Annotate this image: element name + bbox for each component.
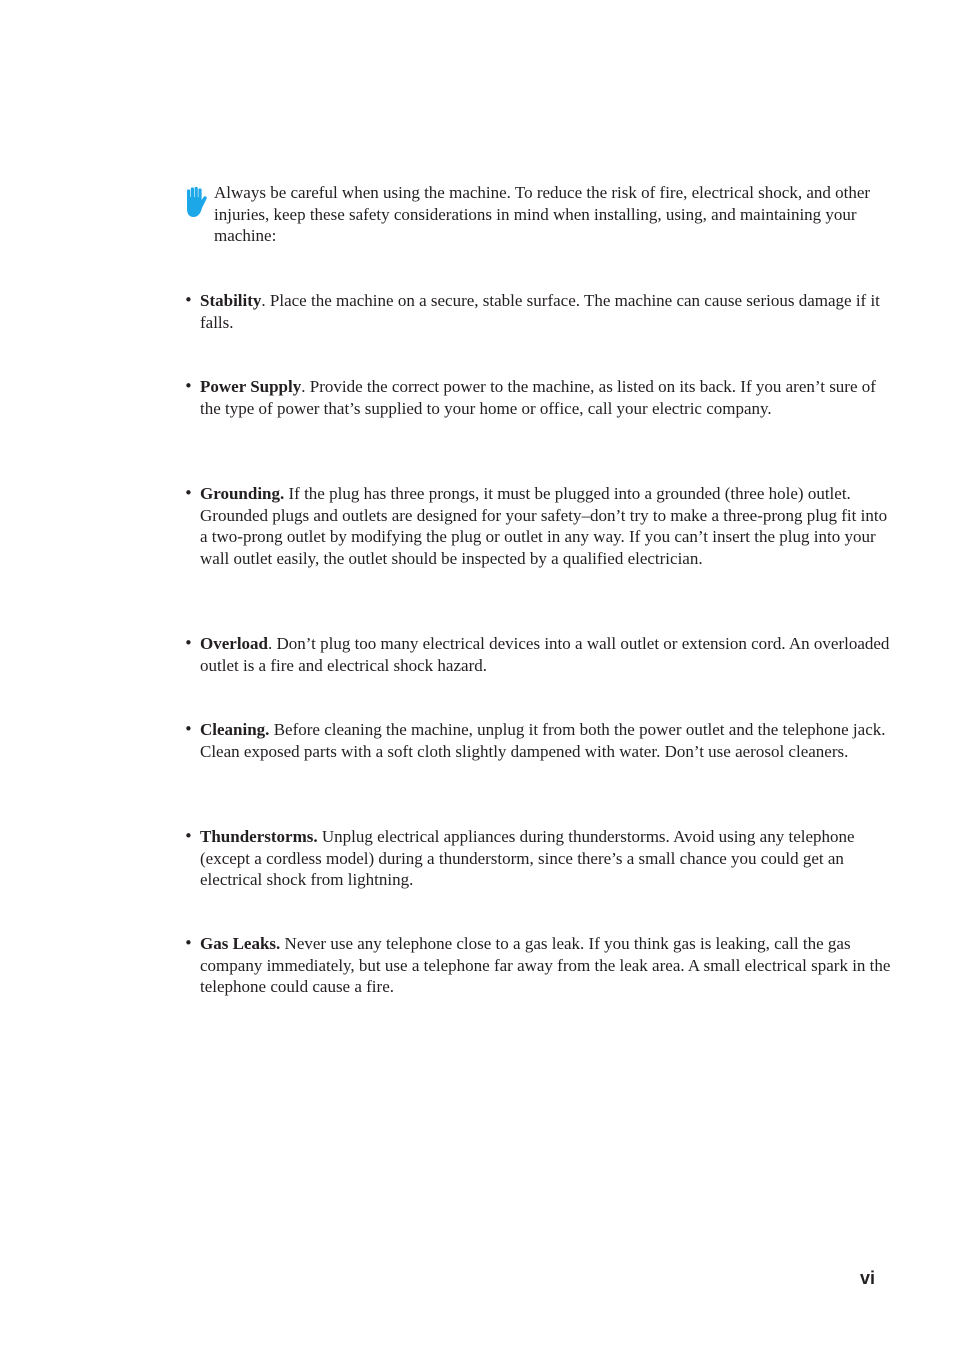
bullet: • — [184, 377, 193, 395]
item-text: Before cleaning the machine, unplug it from both the power outlet and the telephone jack. Clean exposed parts with a soft cloth slightly dampened with water. Don’t use aerosol cleaners. — [200, 720, 886, 761]
list-item-gas-leaks — [184, 933, 896, 998]
item-title: Power Supply — [200, 377, 302, 396]
item-title: Grounding. — [200, 484, 285, 503]
list-item-stability — [184, 290, 896, 333]
item-text: If the plug has three prongs, it must be plugged into a grounded (three hole) outlet. Grounded plugs and outlets are designed for your safety–don’t try to make a three-prong plug fit into a two-prong outlet by modifying the plug or outlet in any way. If you can’t insert the plug into your wall outlet easily, the outlet should be inspected by a qualified electrician. — [200, 484, 888, 568]
item-title: Gas Leaks. — [200, 934, 281, 953]
item-title: Thunderstorms. — [200, 827, 318, 846]
item-text: Unplug electrical appliances during thunderstorms. Avoid using any telephone (except a cordless model) during a thunderstorm, since there’s a small chance you could get an electrical shock from lightning. — [200, 827, 855, 889]
item-text: . Don’t plug too many electrical devices into a wall outlet or extension cord. An overloaded outlet is a fire and electrical shock hazard. — [200, 634, 890, 675]
bullet: • — [184, 634, 193, 652]
bullet: • — [184, 484, 193, 502]
safety-intro — [180, 182, 900, 247]
item-text: . Place the machine on a secure, stable surface. The machine can cause serious damage if it falls. — [200, 291, 880, 332]
bullet: • — [184, 934, 193, 952]
bullet: • — [184, 720, 193, 738]
bullet: • — [184, 827, 193, 845]
item-title: Overload — [200, 634, 268, 653]
item-text: Never use any telephone close to a gas leak. If you think gas is leaking, call the gas company immediately, but use a telephone far away from the leak area. A small electrical spark in the telephone could cause a fire. — [200, 934, 891, 996]
item-title: Cleaning. — [200, 720, 270, 739]
list-item-power-supply — [184, 376, 896, 419]
list-item-cleaning — [184, 719, 896, 762]
list-item-thunderstorms — [184, 826, 896, 891]
item-title: Stability — [200, 291, 262, 310]
item-text: . Provide the correct power to the machine, as listed on its back. If you aren’t sure of the type of power that’s supplied to your home or office, call your electric company. — [200, 377, 876, 418]
intro-text: Always be careful when using the machine. To reduce the risk of fire, electrical shock, and other injuries, keep these safety considerations in mind when installing, using, and maintaining your machine: — [214, 183, 871, 245]
list-item-overload — [184, 633, 896, 676]
bullet: • — [184, 291, 193, 309]
stop-hand-icon — [182, 186, 208, 218]
page-number: vi — [860, 1268, 876, 1288]
list-item-grounding — [184, 483, 896, 569]
